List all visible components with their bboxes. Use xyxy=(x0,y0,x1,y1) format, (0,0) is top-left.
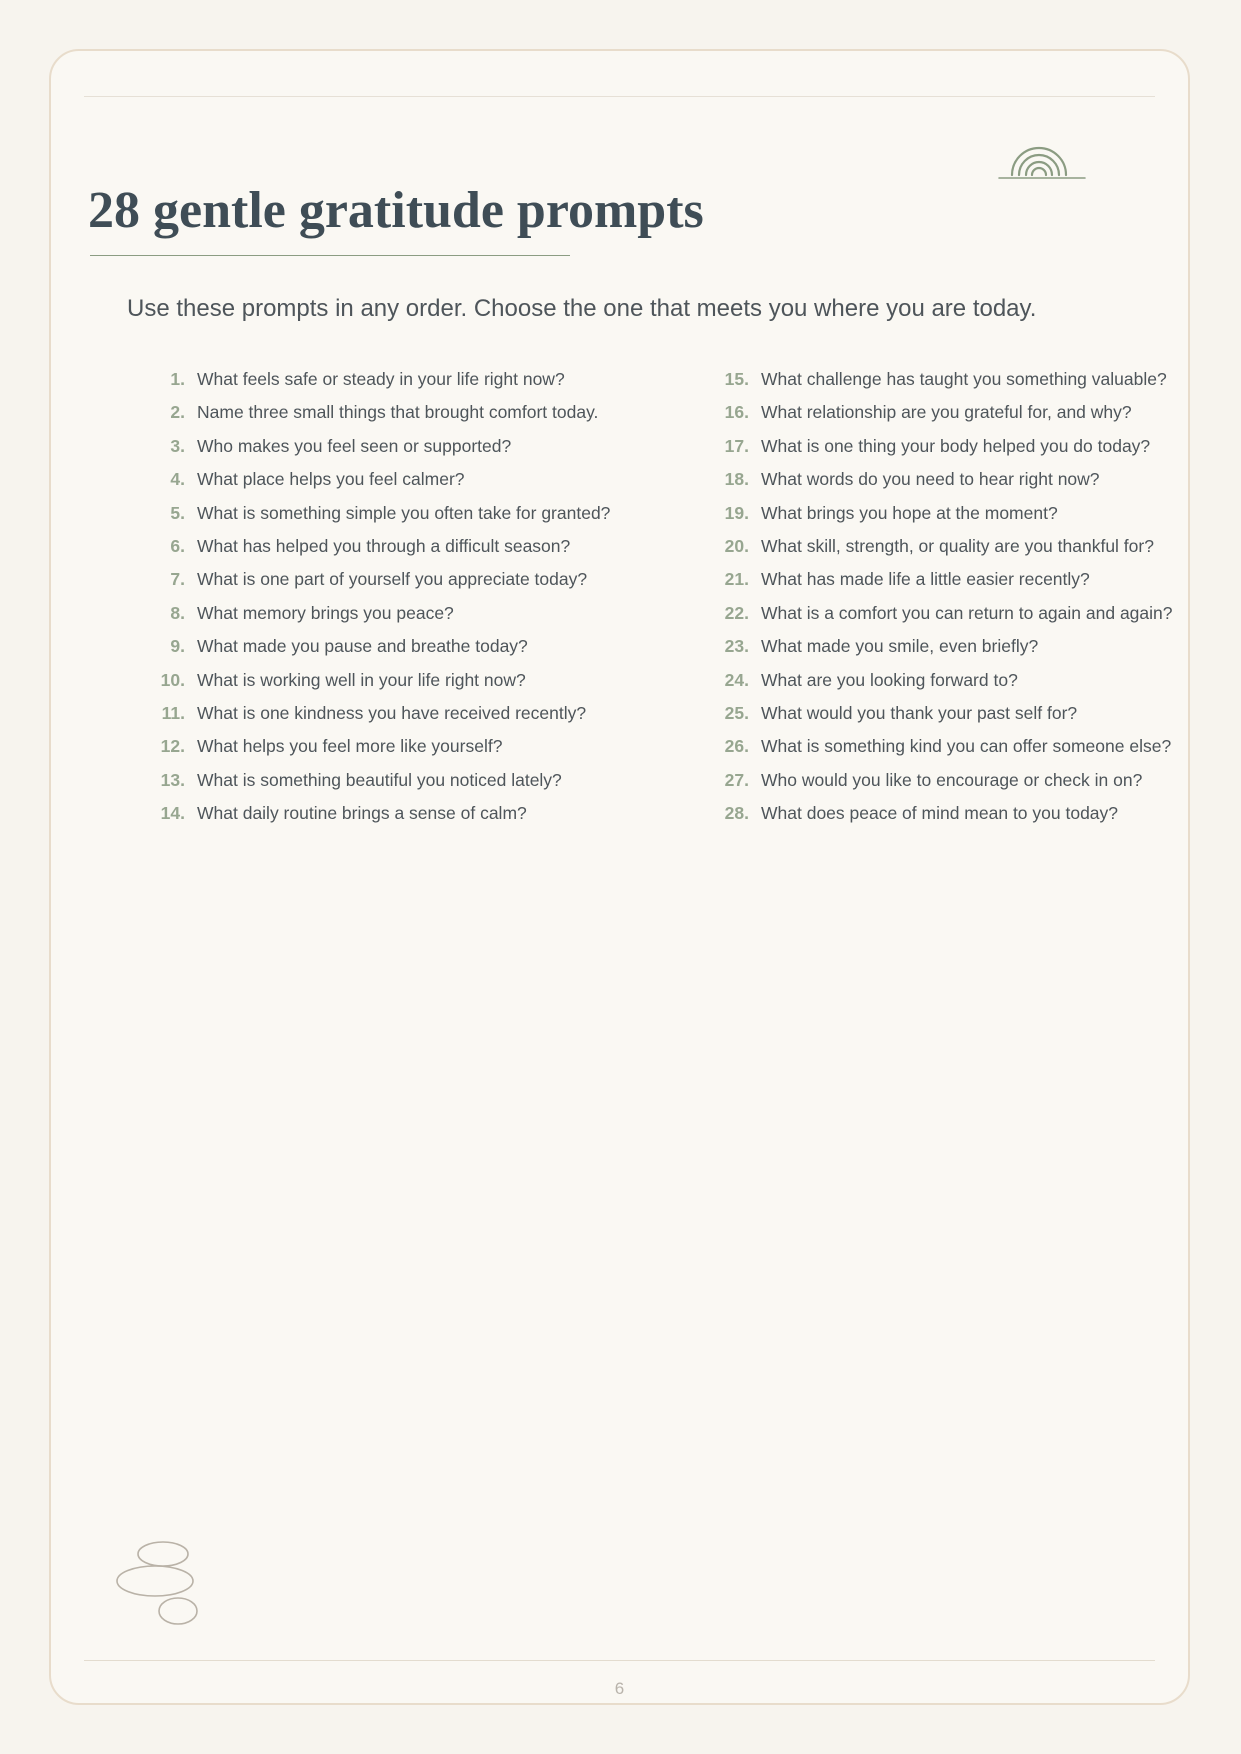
prompt-text: What is one thing your body helped you do today? xyxy=(761,435,1151,456)
list-item xyxy=(111,363,611,396)
top-divider xyxy=(84,96,1155,97)
prompt-number: 27. xyxy=(724,769,749,790)
prompt-number: 5. xyxy=(170,502,185,523)
prompt-text: What is one kindness you have received recently? xyxy=(197,702,587,723)
prompt-text: What is something kind you can offer someone else? xyxy=(761,736,1172,757)
prompt-number: 21. xyxy=(724,569,749,590)
list-item xyxy=(111,730,611,763)
title-underline xyxy=(90,255,570,256)
prompt-number: 12. xyxy=(160,736,185,757)
prompt-column-right xyxy=(675,363,1175,830)
prompt-number: 10. xyxy=(160,669,185,690)
prompt-text: What has helped you through a difficult season? xyxy=(197,535,571,556)
stacked-stones-icon xyxy=(115,1541,205,1625)
prompt-text: What challenge has taught you something valuable? xyxy=(761,369,1167,389)
prompt-text: What is a comfort you can return to again and again? xyxy=(761,602,1173,623)
prompt-number: 11. xyxy=(161,702,185,723)
rainbow-icon xyxy=(997,146,1087,182)
list-item xyxy=(675,396,1175,429)
prompt-number: 8. xyxy=(170,602,185,623)
prompt-column-left xyxy=(111,363,611,830)
prompt-text: What is something simple you often take for granted? xyxy=(197,502,611,523)
prompt-number: 19. xyxy=(724,502,749,523)
list-item xyxy=(111,597,611,630)
prompt-text: What skill, strength, or quality are you thankful for? xyxy=(761,535,1154,556)
prompt-number: 23. xyxy=(724,636,749,657)
prompt-number: 13. xyxy=(160,769,185,790)
prompt-number: 3. xyxy=(170,435,185,456)
prompt-text: What has made life a little easier recently? xyxy=(761,569,1090,590)
list-item xyxy=(675,597,1175,630)
page-title: 28 gentle gratitude prompts xyxy=(88,182,704,239)
prompt-text: What place helps you feel calmer? xyxy=(197,469,465,490)
list-item xyxy=(675,497,1175,530)
list-item xyxy=(675,764,1175,797)
prompt-number: 6. xyxy=(170,535,185,556)
list-item xyxy=(111,396,611,429)
prompt-text: What are you looking forward to? xyxy=(761,669,1018,690)
list-item xyxy=(111,797,611,830)
prompt-number: 4. xyxy=(170,469,185,490)
page-number: 6 xyxy=(614,1679,625,1698)
list-item xyxy=(111,630,611,663)
prompt-text: What is working well in your life right now? xyxy=(197,669,526,690)
prompt-text: What does peace of mind mean to you today? xyxy=(761,803,1119,824)
list-item xyxy=(111,430,611,463)
prompt-text: What memory brings you peace? xyxy=(197,602,454,623)
list-item xyxy=(111,563,611,596)
prompt-text: What feels safe or steady in your life right now? xyxy=(197,369,565,389)
prompt-number: 18. xyxy=(724,469,749,490)
prompt-number: 22. xyxy=(724,602,749,623)
prompt-text: What made you pause and breathe today? xyxy=(197,636,528,657)
list-item xyxy=(111,764,611,797)
prompt-text: What is something beautiful you noticed lately? xyxy=(197,769,562,790)
prompt-number: 20. xyxy=(724,535,749,556)
list-item xyxy=(675,563,1175,596)
prompt-number: 24. xyxy=(724,669,749,690)
prompt-number: 2. xyxy=(170,402,185,423)
intro-text: Use these prompts in any order. Choose the one that meets you where you are today. xyxy=(127,295,1037,322)
prompt-text: What is one part of yourself you appreciate today? xyxy=(197,569,588,590)
list-item xyxy=(111,664,611,697)
prompt-number: 16. xyxy=(724,402,749,423)
journal-page xyxy=(49,49,1190,1705)
list-item xyxy=(111,463,611,496)
prompt-text: Name three small things that brought comfort today. xyxy=(197,402,599,423)
prompt-number: 9. xyxy=(170,636,185,657)
prompt-text: Who would you like to encourage or check in on? xyxy=(761,769,1143,790)
prompt-number: 17. xyxy=(724,435,749,456)
list-item xyxy=(675,730,1175,763)
prompt-text: What helps you feel more like yourself? xyxy=(197,736,503,757)
list-item xyxy=(675,664,1175,697)
prompt-number: 14. xyxy=(160,803,185,824)
prompt-text: What brings you hope at the moment? xyxy=(761,502,1058,523)
prompt-text: What words do you need to hear right now? xyxy=(761,469,1100,490)
prompt-number: 15. xyxy=(724,369,749,389)
prompt-number: 1. xyxy=(170,369,185,389)
list-item xyxy=(675,630,1175,663)
prompt-text: What made you smile, even briefly? xyxy=(761,636,1039,657)
list-item xyxy=(111,497,611,530)
prompt-number: 28. xyxy=(724,803,749,824)
prompt-number: 26. xyxy=(724,736,749,757)
list-item xyxy=(675,430,1175,463)
prompt-number: 25. xyxy=(724,702,749,723)
list-item xyxy=(111,697,611,730)
list-item xyxy=(675,463,1175,496)
prompt-list xyxy=(111,363,1171,833)
list-item xyxy=(675,797,1175,830)
prompt-text: What would you thank your past self for? xyxy=(761,702,1078,723)
list-item xyxy=(675,363,1175,396)
list-item xyxy=(111,530,611,563)
bottom-divider xyxy=(84,1660,1155,1661)
list-item xyxy=(675,530,1175,563)
prompt-text: What relationship are you grateful for, and why? xyxy=(761,402,1132,423)
prompt-text: What daily routine brings a sense of calm? xyxy=(197,803,527,824)
prompt-number: 7. xyxy=(170,569,185,590)
prompt-text: Who makes you feel seen or supported? xyxy=(197,435,512,456)
list-item xyxy=(675,697,1175,730)
